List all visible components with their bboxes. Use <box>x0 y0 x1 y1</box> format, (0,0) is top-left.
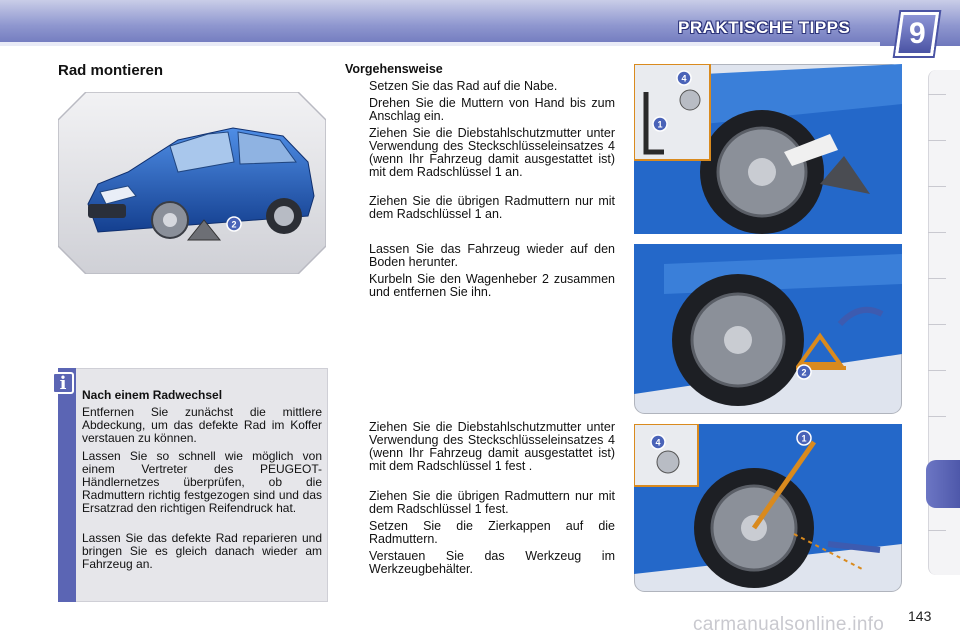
chapter-tab-active[interactable] <box>926 460 960 508</box>
tab-divider <box>928 94 946 95</box>
watermark: carmanualsonline.info <box>693 614 885 635</box>
procedure-step <box>345 243 615 269</box>
info-title: Nach einem Radwechsel <box>82 388 223 402</box>
info-paragraph: Entfernen Sie zunächst die mittlere Abdeckung, um das defekte Rad im Koffer verstauen zu können. <box>82 405 322 445</box>
procedure-heading: Vorgehensweise <box>345 62 443 76</box>
info-icon: i <box>52 372 74 394</box>
tab-divider <box>928 278 946 279</box>
section-title: Rad montieren <box>58 62 164 79</box>
procedure-step <box>345 421 615 473</box>
callout-jack-label: 2 <box>801 367 807 378</box>
callout-jack-label: 2 <box>231 219 237 230</box>
callout-socket-label: 4 <box>655 437 661 448</box>
step-text: Ziehen Sie die Diebstahlschutzmutter unter Verwendung des Steckschlüsseleinsatzes 4 (wenn Ihr Fahrzeug damit ausgestattet ist) mit dem Radschlüssel 1 an. <box>369 126 615 179</box>
step-text: Setzen Sie die Zierkappen auf die Radmuttern. <box>369 519 615 546</box>
info-paragraph: Lassen Sie so schnell wie möglich von einem Vertreter des PEUGEOT-Händlernetzes überprüfen, ob die Radmuttern richtig festgezogen sind und das Ersatzrad den richtigen Reifendruck hat. <box>82 449 322 515</box>
step-text: Ziehen Sie die Diebstahlschutzmutter unter Verwendung des Steckschlüsseleinsatzes 4 (wenn Ihr Fahrzeug damit ausgestattet ist) mit dem Radschlüssel 1 fest . <box>369 420 615 473</box>
page-header-title: PRAKTISCHE TIPPS <box>678 18 851 37</box>
header-rule <box>0 42 880 46</box>
procedure-step <box>345 80 615 93</box>
step-text: Ziehen Sie die übrigen Radmuttern nur mit dem Radschlüssel 1 fest. <box>369 489 615 516</box>
photo-remove-jack <box>634 244 902 414</box>
procedure-step <box>345 97 615 123</box>
step-text: Verstauen Sie das Werkzeug im Werkzeugbehälter. <box>369 549 615 576</box>
info-box-stripe <box>58 368 76 602</box>
callout-wrench-label: 1 <box>657 119 663 130</box>
procedure-step <box>345 490 615 516</box>
tab-divider <box>928 416 946 417</box>
procedure-step <box>345 520 615 546</box>
step-text: Kurbeln Sie den Wagenheber 2 zusammen und entfernen Sie ihn. <box>369 272 615 299</box>
tab-divider <box>928 530 946 531</box>
step-text: Lassen Sie das Fahrzeug wieder auf den Boden herunter. <box>369 242 615 269</box>
chapter-badge <box>895 12 939 56</box>
tab-divider <box>928 140 946 141</box>
callout-socket-label: 4 <box>681 73 687 84</box>
callout-wrench-label: 1 <box>801 433 807 444</box>
tab-divider <box>928 186 946 187</box>
tab-divider <box>928 370 946 371</box>
procedure-step <box>345 127 615 179</box>
procedure-step <box>345 273 615 299</box>
tab-divider <box>928 232 946 233</box>
step-text: Drehen Sie die Muttern von Hand bis zum Anschlag ein. <box>369 96 615 123</box>
chapter-number: 9 <box>908 17 926 50</box>
photo-tighten-nuts <box>634 64 902 234</box>
procedure-step <box>345 550 615 576</box>
step-text: Setzen Sie das Rad auf die Nabe. <box>369 79 558 93</box>
car-illustration <box>58 92 326 274</box>
photo-final-tighten <box>634 424 902 592</box>
info-paragraph: Lassen Sie das defekte Rad reparieren und bringen Sie es gleich danach wieder am Fahrzeug an. <box>82 531 322 571</box>
procedure-step <box>345 195 615 221</box>
page-number: 143 <box>908 608 932 624</box>
tab-divider <box>928 324 946 325</box>
step-text: Ziehen Sie die übrigen Radmuttern nur mit dem Radschlüssel 1 an. <box>369 194 615 221</box>
